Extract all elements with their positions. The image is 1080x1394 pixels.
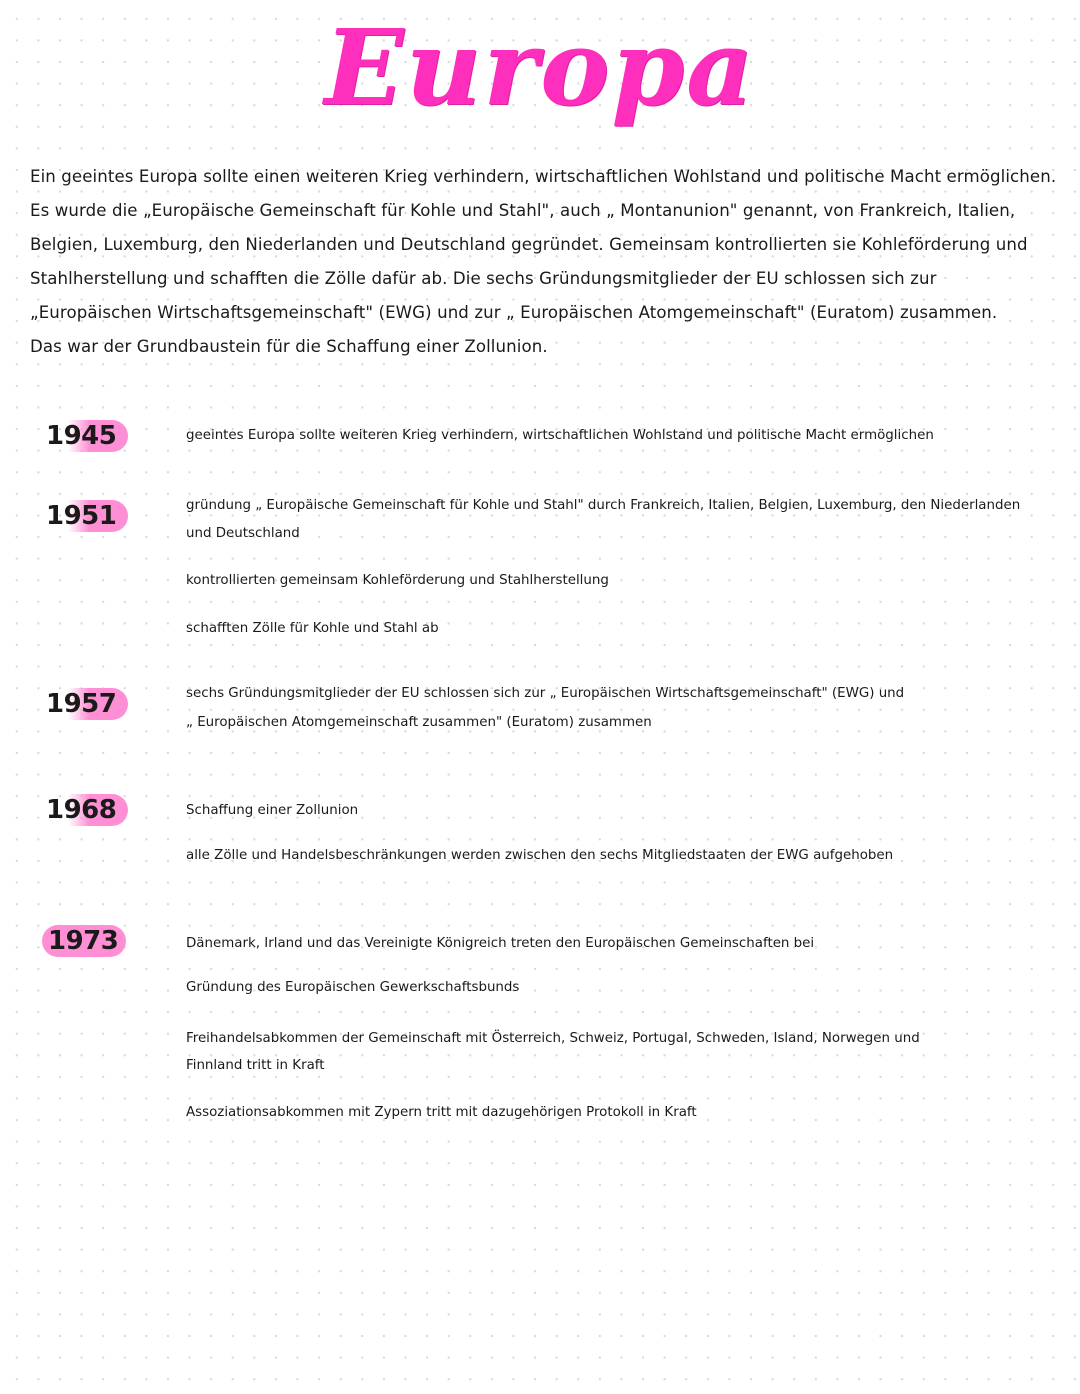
year-marker-1951: 1951 bbox=[42, 500, 128, 532]
intro-line: Das war der Grundbaustein für die Schaffung einer Zollunion. bbox=[30, 337, 548, 356]
year-marker-1973: 1973 bbox=[42, 925, 126, 957]
timeline-entry: sechs Gründungsmitglieder der EU schlossen sich zur „ Europäischen Wirtschaftsgemeinschaft" (EWG) und bbox=[186, 686, 905, 701]
timeline-entry: Assoziationsabkommen mit Zypern tritt mit dazugehörigen Protokoll in Kraft bbox=[186, 1105, 697, 1120]
intro-line: Stahlherstellung und schafften die Zölle dafür ab. Die sechs Gründungsmitglieder der EU schlossen sich zur bbox=[30, 269, 937, 288]
page-title: Europa bbox=[324, 6, 756, 129]
timeline-entry: alle Zölle und Handelsbeschränkungen werden zwischen den sechs Mitgliedstaaten der EWG aufgehoben bbox=[186, 848, 894, 863]
timeline-entry: „ Europäischen Atomgemeinschaft zusammen" (Euratom) zusammen bbox=[186, 715, 652, 730]
timeline-entry: Gründung des Europäischen Gewerkschaftsbunds bbox=[186, 980, 520, 995]
timeline-entry: Schaffung einer Zollunion bbox=[186, 803, 359, 818]
timeline-entry: geeintes Europa sollte weiteren Krieg verhindern, wirtschaftlichen Wohlstand und politische Macht ermöglichen bbox=[186, 428, 934, 443]
intro-line: Belgien, Luxemburg, den Niederlanden und Deutschland gegründet. Gemeinsam kontrollierten sie Kohleförderung und bbox=[30, 235, 1028, 254]
intro-line: Ein geeintes Europa sollte einen weiteren Krieg verhindern, wirtschaftlichen Wohlstand und politische Macht ermöglichen. bbox=[30, 167, 1057, 186]
timeline-entry: kontrollierten gemeinsam Kohleförderung und Stahlherstellung bbox=[186, 573, 609, 588]
year-marker-1968: 1968 bbox=[42, 794, 128, 826]
timeline-entry: schafften Zölle für Kohle und Stahl ab bbox=[186, 621, 439, 636]
intro-line: Es wurde die „Europäische Gemeinschaft für Kohle und Stahl", auch „ Montanunion" genannt, von Frankreich, Italien, bbox=[30, 201, 1016, 220]
timeline-entry: Finnland tritt in Kraft bbox=[186, 1058, 325, 1073]
intro-line: „Europäischen Wirtschaftsgemeinschaft" (EWG) und zur „ Europäischen Atomgemeinschaft" (Euratom) zusammen. bbox=[30, 303, 998, 322]
year-marker-1957: 1957 bbox=[42, 688, 128, 720]
timeline-entry: Dänemark, Irland und das Vereinigte Königreich treten den Europäischen Gemeinschaften bei bbox=[186, 936, 815, 951]
timeline-entry: Freihandelsabkommen der Gemeinschaft mit Österreich, Schweiz, Portugal, Schweden, Island, Norwegen und bbox=[186, 1031, 920, 1046]
timeline-entry: gründung „ Europäische Gemeinschaft für Kohle und Stahl" durch Frankreich, Italien, Belgien, Luxemburg, den Niederlanden bbox=[186, 498, 1021, 513]
timeline-entry: und Deutschland bbox=[186, 526, 300, 541]
year-marker-1945: 1945 bbox=[42, 420, 128, 452]
